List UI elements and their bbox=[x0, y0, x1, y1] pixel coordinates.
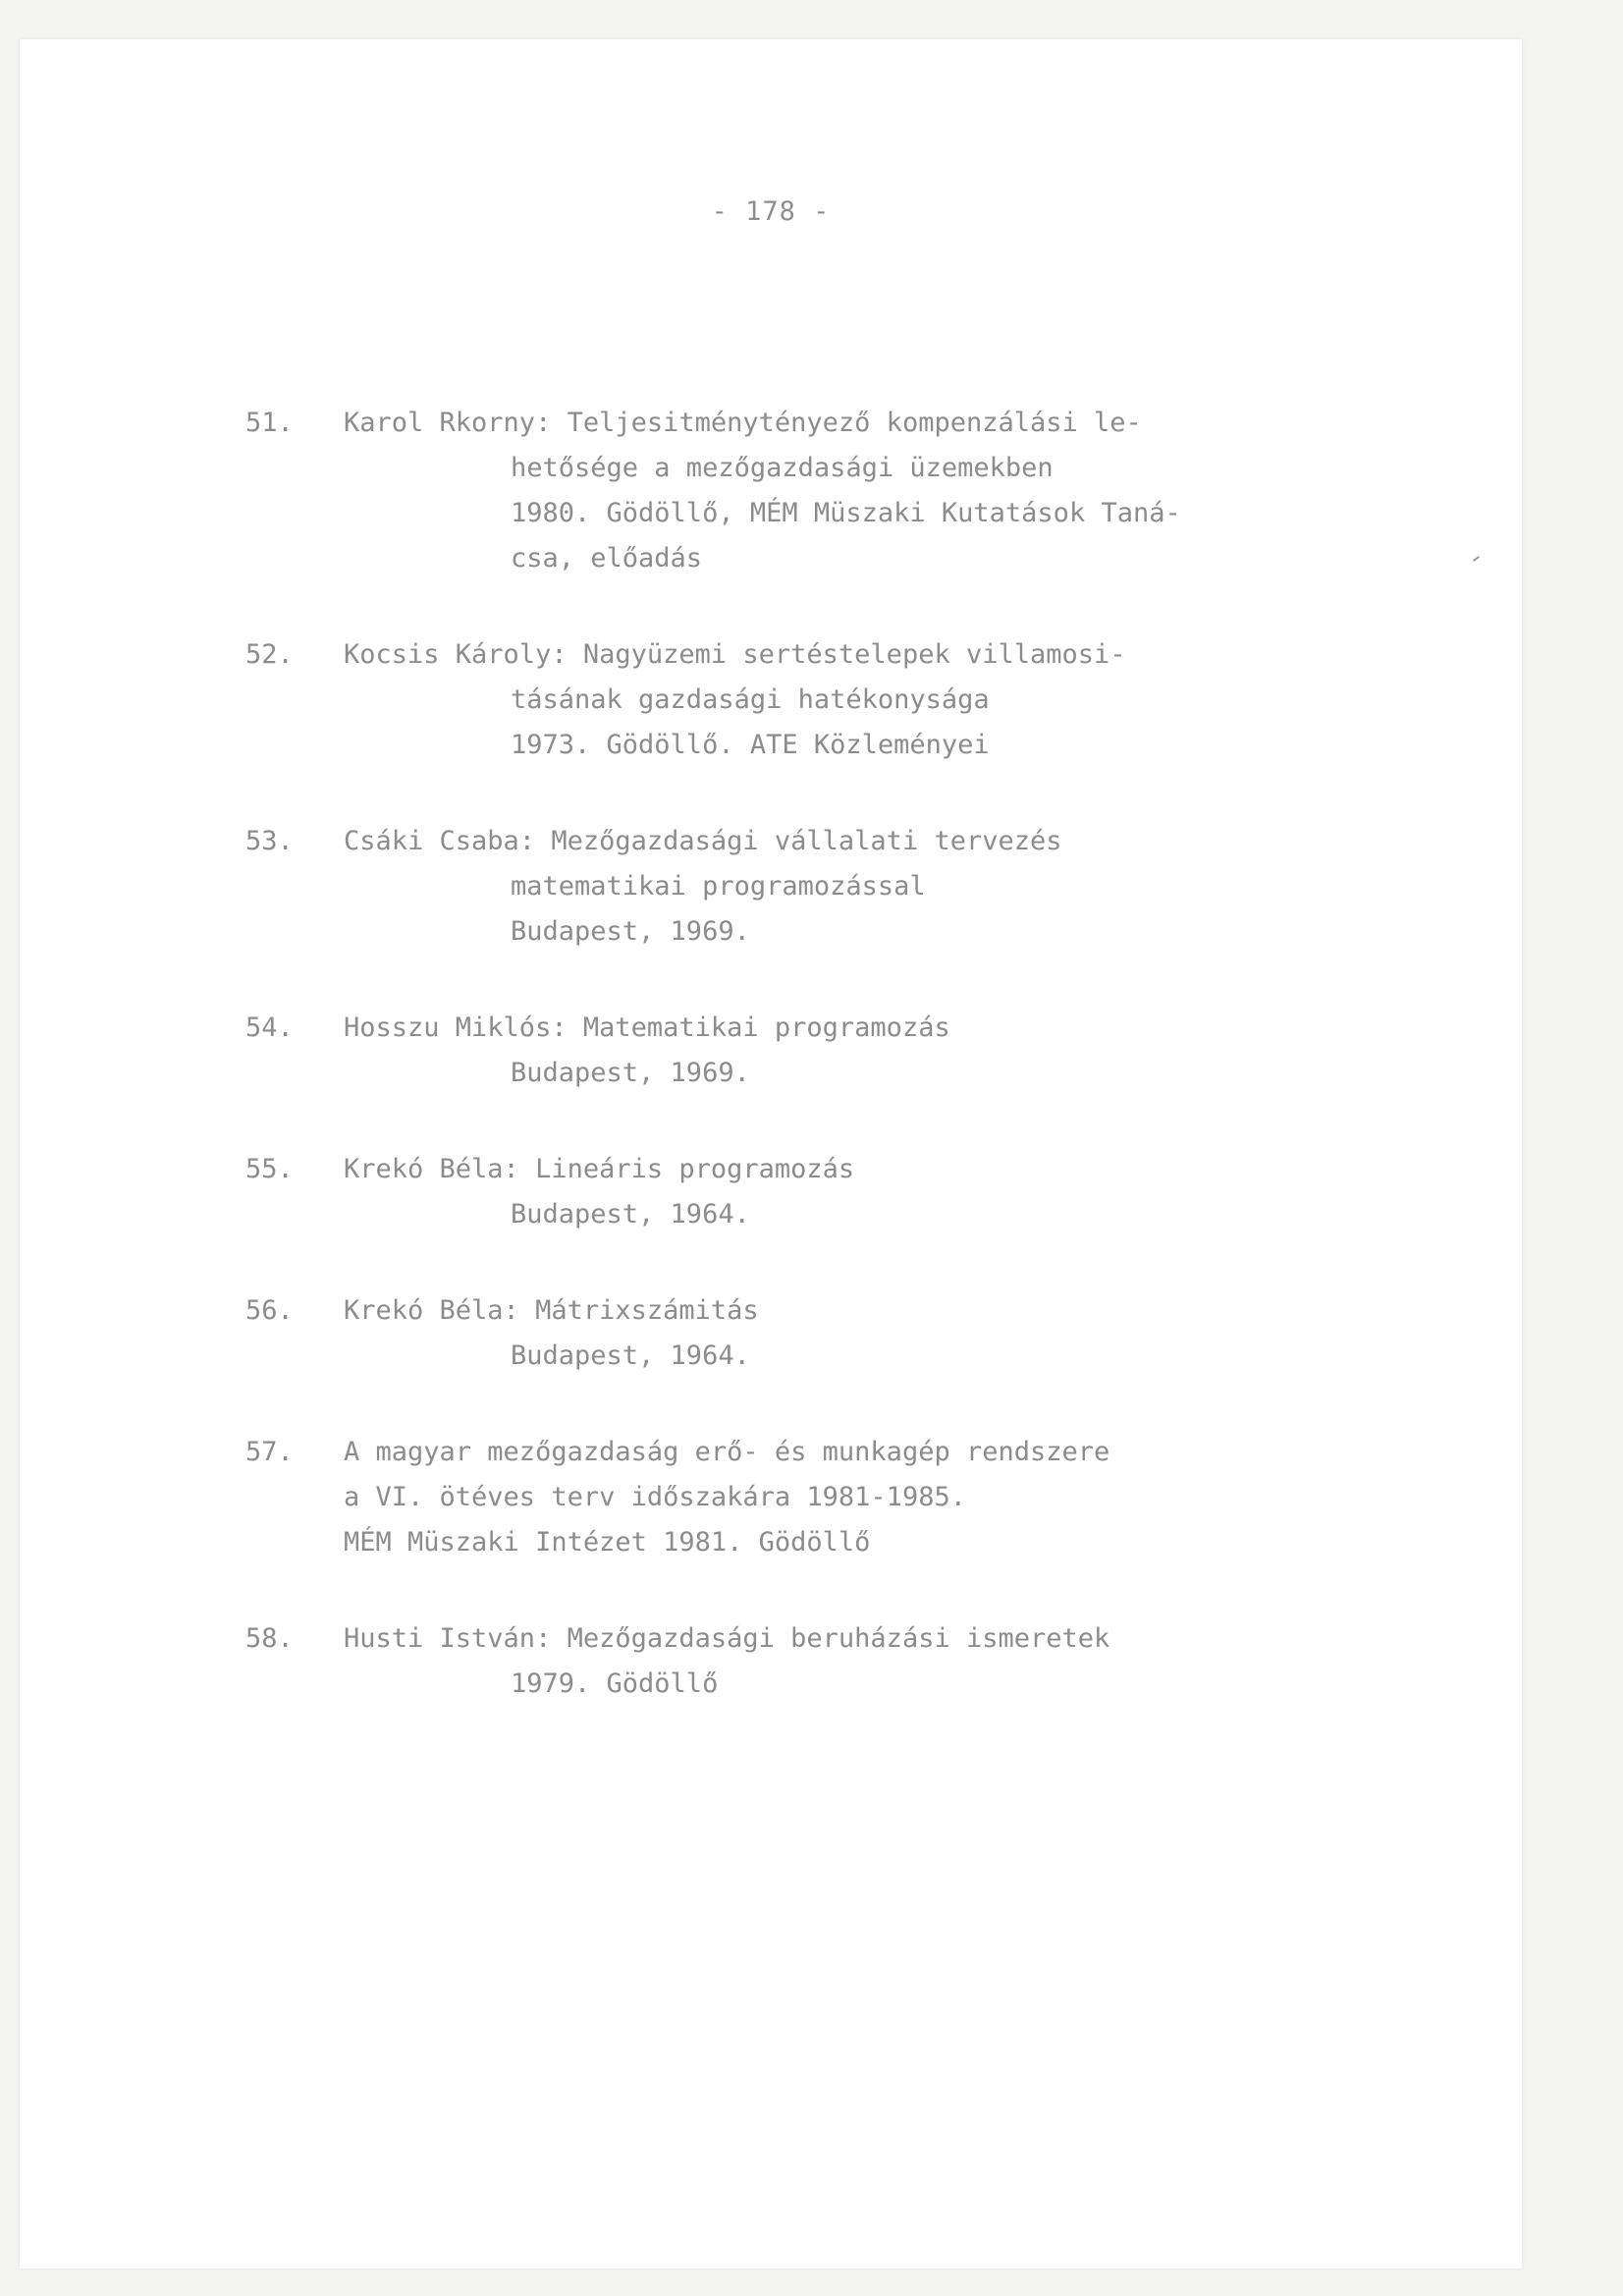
entry-body bbox=[344, 1006, 1404, 1096]
entry-line: MÉM Müszaki Intézet 1981. Gödöllő bbox=[344, 1527, 871, 1558]
entry-body bbox=[344, 1288, 1404, 1379]
entry-line: Budapest, 1969. bbox=[511, 916, 750, 947]
entry-line: 1980. Gödöllő, MÉM Müszaki Kutatások Taná- bbox=[511, 498, 1181, 528]
entry-body bbox=[344, 1430, 1404, 1565]
entry-line: Budapest, 1969. bbox=[511, 1058, 750, 1088]
entry-body bbox=[344, 1147, 1404, 1237]
entry-number: 52. bbox=[245, 639, 294, 670]
entry-line: Krekó Béla: Mátrixszámitás bbox=[344, 1295, 759, 1326]
reference-entry-53 bbox=[20, 819, 1522, 955]
document-page bbox=[20, 39, 1522, 2269]
entry-body bbox=[344, 819, 1404, 955]
reference-entry-57 bbox=[20, 1430, 1522, 1565]
reference-entry-54 bbox=[20, 1006, 1522, 1096]
page-number: - 178 - bbox=[711, 196, 831, 227]
entry-line: tásának gazdasági hatékonysága bbox=[511, 684, 990, 715]
entry-line: a VI. ötéves terv időszakára 1981-1985. bbox=[344, 1482, 966, 1512]
entry-line: A magyar mezőgazdaság erő- és munkagép rendszere bbox=[344, 1437, 1110, 1467]
entry-line: Husti István: Mezőgazdasági beruházási ismeretek bbox=[344, 1623, 1110, 1654]
entry-line: Csáki Csaba: Mezőgazdasági vállalati tervezés bbox=[344, 826, 1062, 856]
reference-entry-58 bbox=[20, 1616, 1522, 1707]
reference-list bbox=[20, 401, 1522, 1758]
entry-line: Hosszu Miklós: Matematikai programozás bbox=[344, 1012, 950, 1043]
entry-line: matematikai programozással bbox=[511, 871, 926, 902]
entry-body bbox=[344, 632, 1404, 768]
entry-line: Budapest, 1964. bbox=[511, 1199, 750, 1230]
entry-number: 55. bbox=[245, 1154, 294, 1184]
entry-line: csa, előadás bbox=[511, 543, 703, 574]
entry-line: Karol Rkorny: Teljesitménytényező kompenzálási le- bbox=[344, 408, 1142, 438]
reference-entry-56 bbox=[20, 1288, 1522, 1379]
entry-number: 58. bbox=[245, 1623, 294, 1654]
entry-line: 1979. Gödöllő bbox=[511, 1668, 719, 1699]
entry-number: 54. bbox=[245, 1012, 294, 1043]
entry-body bbox=[344, 401, 1404, 581]
entry-number: 57. bbox=[245, 1437, 294, 1467]
entry-number: 56. bbox=[245, 1295, 294, 1326]
entry-number: 51. bbox=[245, 408, 294, 438]
entry-line: Krekó Béla: Lineáris programozás bbox=[344, 1154, 855, 1184]
entry-line: Kocsis Károly: Nagyüzemi sertéstelepek villamosi- bbox=[344, 639, 1126, 670]
entry-line: 1973. Gödöllő. ATE Közleményei bbox=[511, 730, 990, 760]
reference-entry-55 bbox=[20, 1147, 1522, 1237]
reference-entry-51 bbox=[20, 401, 1522, 581]
entry-number: 53. bbox=[245, 826, 294, 856]
reference-entry-52 bbox=[20, 632, 1522, 768]
entry-line: Budapest, 1964. bbox=[511, 1340, 750, 1371]
entry-body bbox=[344, 1616, 1404, 1707]
entry-line: hetősége a mezőgazdasági üzemekben bbox=[511, 453, 1054, 483]
